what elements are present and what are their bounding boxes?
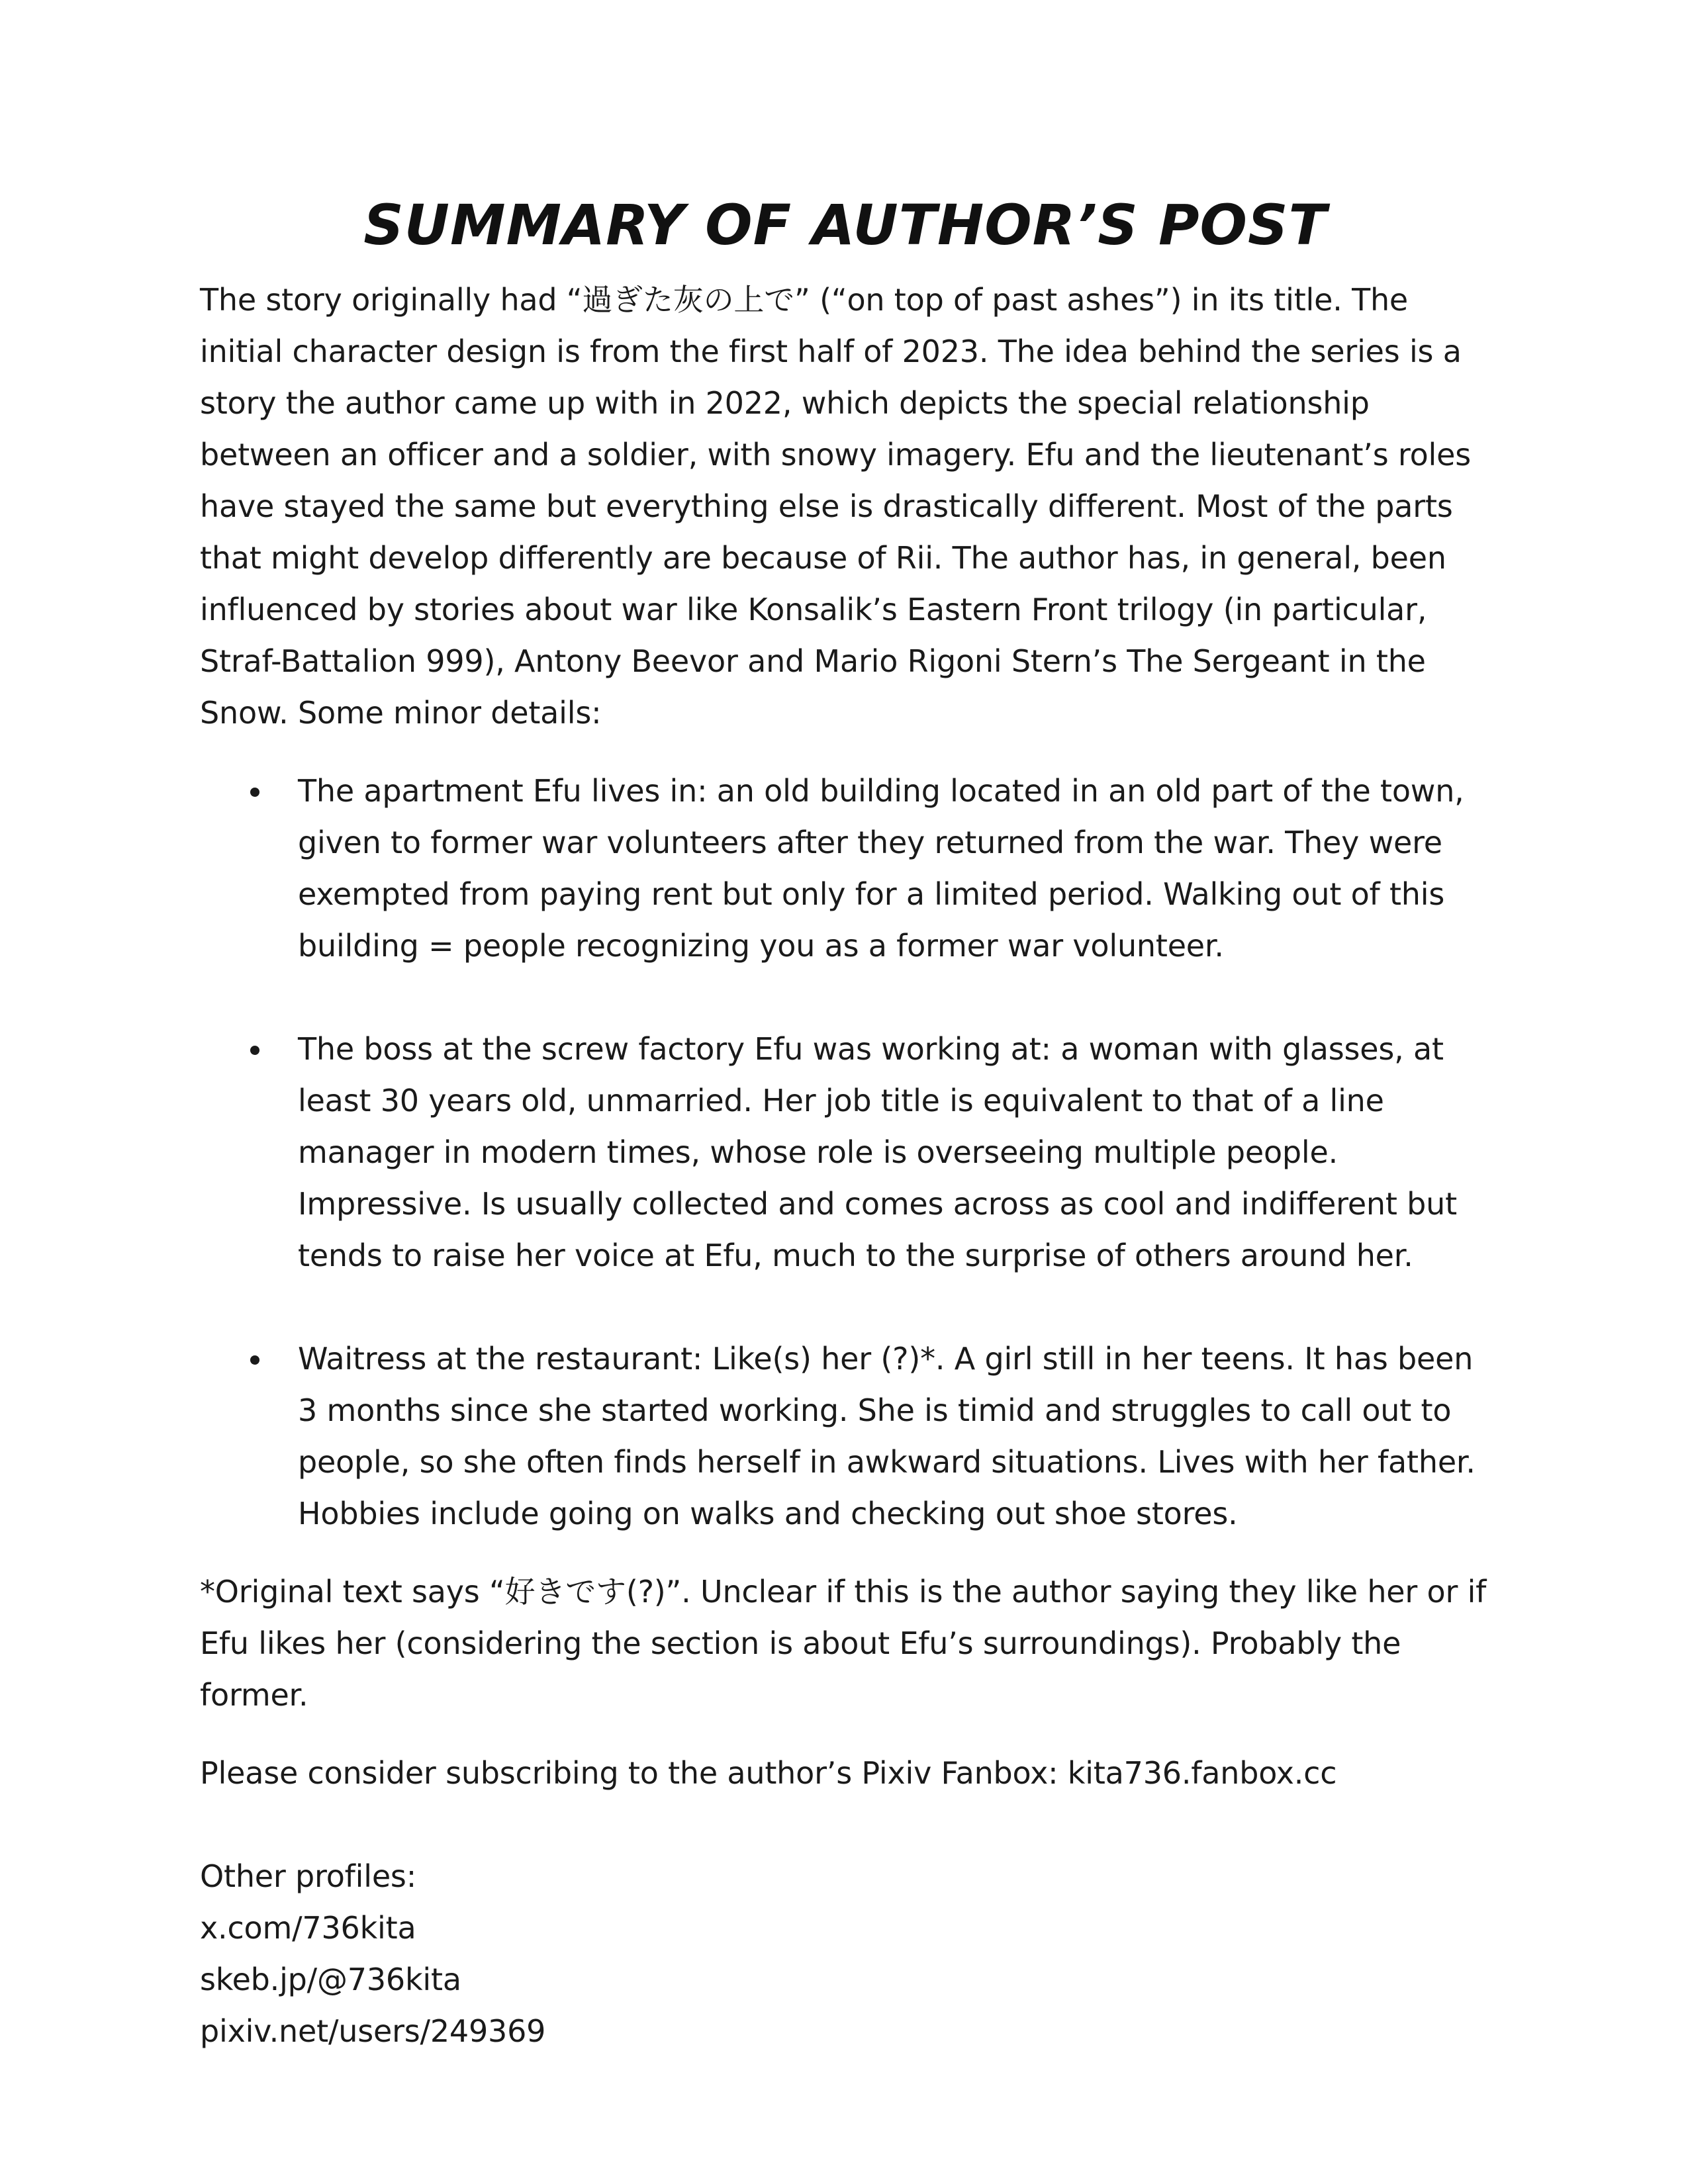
profiles-section [200, 1850, 1491, 2057]
fanbox-note: Please consider subscribing to the author’s Pixiv Fanbox: kita736.fanbox.cc [200, 1755, 1337, 1791]
profiles-heading: Other profiles: [200, 1858, 416, 1894]
list-item [200, 1333, 1491, 1539]
list-item-text: The apartment Efu lives in: an old building located in an old part of the town, given to former war volunteers after they returned from the war. They were exempted from paying rent but only for a limited period. Walking out of this building = people recognizing you as a former war volunteer. [298, 773, 1464, 964]
details-list [200, 765, 1491, 1539]
profile-link-skeb[interactable]: skeb.jp/@736kita [200, 1962, 461, 1997]
list-item-text: Waitress at the restaurant: Like(s) her (?)*. A girl still in her teens. It has been 3 months since she started working. She is timid and struggles to call out to people, so she often finds herself in awkward situations. Lives with her father. Hobbies include going on walks and checking out shoe stores. [298, 1341, 1476, 1531]
document-page [200, 192, 1491, 2057]
profile-link-pixiv[interactable]: pixiv.net/users/249369 [200, 2013, 546, 2049]
bullet-icon [250, 1046, 259, 1055]
list-item [200, 765, 1491, 972]
page-title: SUMMARY OF AUTHOR’S POST [363, 193, 1327, 257]
bullet-icon [250, 1355, 259, 1365]
list-item-text: The boss at the screw factory Efu was working at: a woman with glasses, at least 30 years old, unmarried. Her job title is equivalent to that of a line manager in modern times, whose role is overseeing multiple people. Impressive. Is usually collected and comes across as cool and indifferent but tends to raise her voice at Efu, much to the surprise of others around her. [298, 1031, 1457, 1273]
intro-paragraph: The story originally had “過ぎた灰の上で” (“on top of past ashes”) in its title. The initial character design is from the first half of 2023. The idea behind the series is a story the author came up with in 2022, which depicts the special relationship between an officer and a soldier, with snowy imagery. Efu and the lieutenant’s roles have stayed the same but everything else is drastically different. Most of the parts that might develop differently are because of Rii. The author has, in general, been influenced by stories about war like Konsalik’s Eastern Front trilogy (in particular, Straf-Battalion 999), Antony Beevor and Mario Rigoni Stern’s The Sergeant in the Snow. Some minor details: [200, 282, 1471, 731]
list-item [200, 1023, 1491, 1281]
footnote: *Original text says “好きです(?)”. Unclear if this is the author saying they like her or if Efu likes her (considering the section is about Efu’s surroundings). Probably the former. [200, 1574, 1487, 1713]
profile-link-x[interactable]: x.com/736kita [200, 1910, 416, 1946]
bullet-icon [250, 788, 259, 797]
